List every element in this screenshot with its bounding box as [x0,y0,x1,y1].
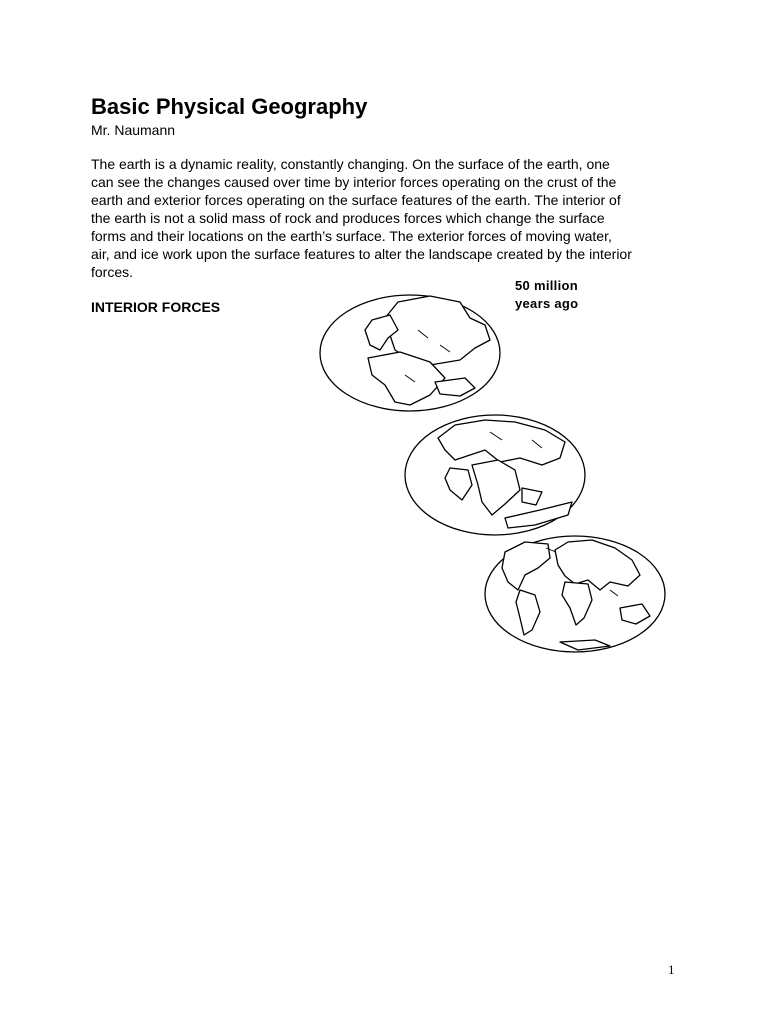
intro-line: air, and ice work upon the surface features to alter the landscape created by the interior [91,246,632,262]
pangaea-globe [320,295,500,411]
section-heading-interior-forces: INTERIOR FORCES [91,299,221,315]
figure-caption [515,277,578,313]
document-title: Basic Physical Geography [91,94,368,119]
continental-drift-figure [310,290,670,660]
author-name: Mr. Naumann [91,122,176,138]
intro-line: forces. [91,264,134,280]
breakup-globe [405,415,585,535]
intro-paragraph [91,155,685,281]
intro-line: forms and their locations on the earth’s surface. The exterior forces of moving water, [91,228,612,244]
figure-caption-line: 50 million [515,278,578,293]
page-number: 1 [668,962,675,977]
intro-line: the earth is not a solid mass of rock and produces forces which change the surface [91,210,605,226]
modern-globe [485,536,665,652]
intro-line: earth and exterior forces operating on the surface features of the earth. The interior of [91,192,621,208]
intro-line: can see the changes caused over time by interior forces operating on the crust of the [91,174,617,190]
figure-caption-line: years ago [515,296,579,311]
intro-line: The earth is a dynamic reality, constantly changing. On the surface of the earth, one [91,156,610,172]
